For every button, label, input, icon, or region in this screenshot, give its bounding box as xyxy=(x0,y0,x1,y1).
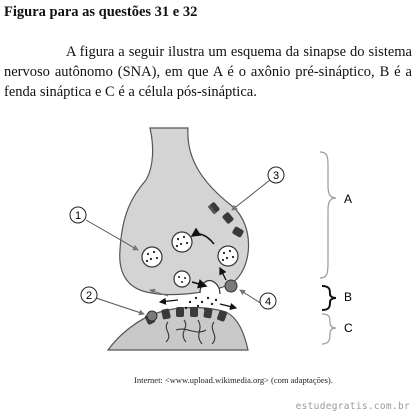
callout-4-label: 4 xyxy=(264,296,272,308)
vesicle xyxy=(172,232,192,252)
site-watermark: estudegratis.com.br xyxy=(295,401,410,412)
callout-3 xyxy=(268,167,284,183)
diffusion-arrow xyxy=(220,304,236,308)
callout-2-label: 2 xyxy=(85,290,93,302)
callout-2-leader xyxy=(96,298,144,314)
callout-3-label: 3 xyxy=(272,170,280,182)
brace-b xyxy=(322,286,336,310)
vesicle xyxy=(174,271,190,287)
brace-a xyxy=(320,152,336,278)
presynaptic-terminal xyxy=(120,128,249,295)
callout-2 xyxy=(81,287,97,303)
source-caption: Internet: <www.upload.wikimedia.org> (com adaptações). xyxy=(134,375,333,385)
brace-label-b: B xyxy=(344,290,353,304)
callout-1-label: 1 xyxy=(74,210,82,222)
vesicle xyxy=(142,247,162,267)
callout-3-leader xyxy=(232,180,270,210)
vesicle xyxy=(218,246,238,266)
reuptake-transporter xyxy=(225,280,237,292)
brace-c xyxy=(322,314,336,344)
callout-1 xyxy=(70,207,86,223)
postsynaptic-enzyme xyxy=(147,311,157,321)
brace-label-c: C xyxy=(344,321,353,335)
diffusion-arrow xyxy=(160,300,178,302)
intro-text: A figura a seguir ilustra um esquema da sinapse do sistema nervoso autônomo (SNA), em que A é o axônio pré-sináptico, B é a fenda sináptica e C é a célula pós-sináptica. xyxy=(4,44,412,100)
callout-4-leader xyxy=(240,290,262,304)
brace-label-a: A xyxy=(344,192,353,206)
page-heading: Figura para as questões 31 e 32 xyxy=(4,4,198,20)
callout-4 xyxy=(260,293,276,309)
